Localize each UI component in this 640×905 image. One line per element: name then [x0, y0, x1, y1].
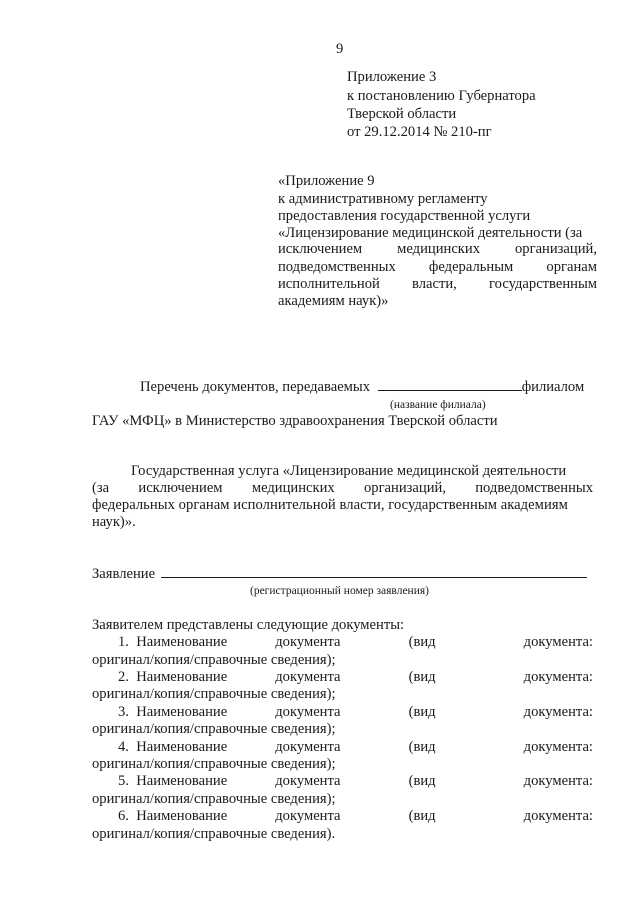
list-item-line-2: оригинал/копия/справочные сведения);: [92, 791, 336, 807]
service-line-1: Государственная услуга «Лицензирование медицинской деятельности: [131, 463, 567, 479]
documents-intro: Заявителем представлены следующие документы:: [92, 617, 405, 633]
item-type-open: (вид: [408, 704, 436, 720]
list-item: [118, 773, 593, 790]
page-number: 9: [336, 41, 344, 57]
item-number: 6.: [118, 808, 129, 824]
appendix-line-1: «Приложение 9: [278, 173, 375, 189]
word: подведомственных: [278, 259, 396, 275]
service-line-4: наук)».: [92, 514, 136, 530]
item-name: Наименование: [136, 739, 228, 755]
item-type-open: (вид: [408, 634, 436, 650]
list-item: [118, 704, 593, 721]
word: подведомственных: [475, 480, 593, 496]
attachment-line-1: Приложение 3: [347, 69, 437, 85]
list-item: [118, 669, 593, 686]
item-type-open: (вид: [408, 808, 436, 824]
word: медицинских: [397, 241, 480, 257]
appendix-line-8: академиям наук)»: [278, 293, 389, 309]
item-number: 1.: [118, 634, 129, 650]
item-doc: документа: [275, 808, 341, 824]
item-number: 4.: [118, 739, 129, 755]
item-name: Наименование: [136, 634, 228, 650]
word: исключением: [278, 241, 363, 257]
word: (за: [92, 480, 110, 496]
item-doc: документа: [275, 634, 341, 650]
attachment-line-2: к постановлению Губернатора: [347, 88, 536, 104]
word: организаций,: [363, 480, 446, 496]
item-number: 3.: [118, 704, 129, 720]
list-item: [118, 808, 593, 825]
list-item-line-2: оригинал/копия/справочные сведения).: [92, 826, 336, 842]
item-type-label: документа:: [523, 704, 593, 720]
list-item: [118, 634, 593, 651]
list-item-line-2: оригинал/копия/справочные сведения);: [92, 721, 336, 737]
list-title-line-1: [140, 379, 584, 396]
word: исполнительной: [278, 276, 380, 292]
word: медицинских: [251, 480, 335, 496]
word: федеральным: [428, 259, 514, 275]
item-name: Наименование: [136, 773, 228, 789]
attachment-line-3: Тверской области: [347, 106, 457, 122]
item-type-label: документа:: [523, 634, 593, 650]
service-line-2: [92, 480, 593, 497]
application-label: Заявление: [92, 566, 156, 582]
item-doc: документа: [275, 739, 341, 755]
appendix-line-5: [278, 241, 597, 258]
word: власти,: [412, 276, 457, 292]
application-number-blank: [161, 577, 587, 578]
appendix-line-2: к административному регламенту: [278, 191, 488, 207]
list-title-suffix: филиалом: [521, 379, 585, 395]
item-doc: документа: [275, 669, 341, 685]
word: государственным: [489, 276, 597, 292]
appendix-line-7: [278, 276, 597, 293]
item-number: 2.: [118, 669, 129, 685]
item-type-open: (вид: [408, 669, 436, 685]
list-item: [118, 739, 593, 756]
word: организаций,: [514, 241, 597, 257]
branch-caption: (название филиала): [390, 399, 486, 411]
word: исключением: [138, 480, 223, 496]
word: органам: [546, 259, 597, 275]
item-doc: документа: [275, 773, 341, 789]
item-type-label: документа:: [523, 773, 593, 789]
service-line-3: федеральных органам исполнительной власти, государственным академиям: [92, 497, 568, 513]
item-type-label: документа:: [523, 808, 593, 824]
list-item-line-2: оригинал/копия/справочные сведения);: [92, 686, 336, 702]
branch-name-blank: [378, 390, 522, 391]
item-doc: документа: [275, 704, 341, 720]
item-type-label: документа:: [523, 669, 593, 685]
list-item-line-2: оригинал/копия/справочные сведения);: [92, 652, 336, 668]
item-name: Наименование: [136, 808, 228, 824]
attachment-line-4: от 29.12.2014 № 210-пг: [347, 124, 492, 140]
appendix-line-4: «Лицензирование медицинской деятельности (за: [278, 225, 583, 241]
item-name: Наименование: [136, 704, 228, 720]
item-type-open: (вид: [408, 773, 436, 789]
application-caption: (регистрационный номер заявления): [250, 585, 429, 597]
appendix-line-3: предоставления государственной услуги: [278, 208, 531, 224]
appendix-line-6: [278, 259, 597, 276]
item-number: 5.: [118, 773, 129, 789]
item-type-label: документа:: [523, 739, 593, 755]
item-name: Наименование: [136, 669, 228, 685]
list-title-prefix: Перечень документов, передаваемых: [140, 379, 371, 395]
item-type-open: (вид: [408, 739, 436, 755]
list-item-line-2: оригинал/копия/справочные сведения);: [92, 756, 336, 772]
list-title-line-2: ГАУ «МФЦ» в Министерство здравоохранения Тверской области: [92, 413, 498, 429]
application-line: [92, 566, 587, 583]
